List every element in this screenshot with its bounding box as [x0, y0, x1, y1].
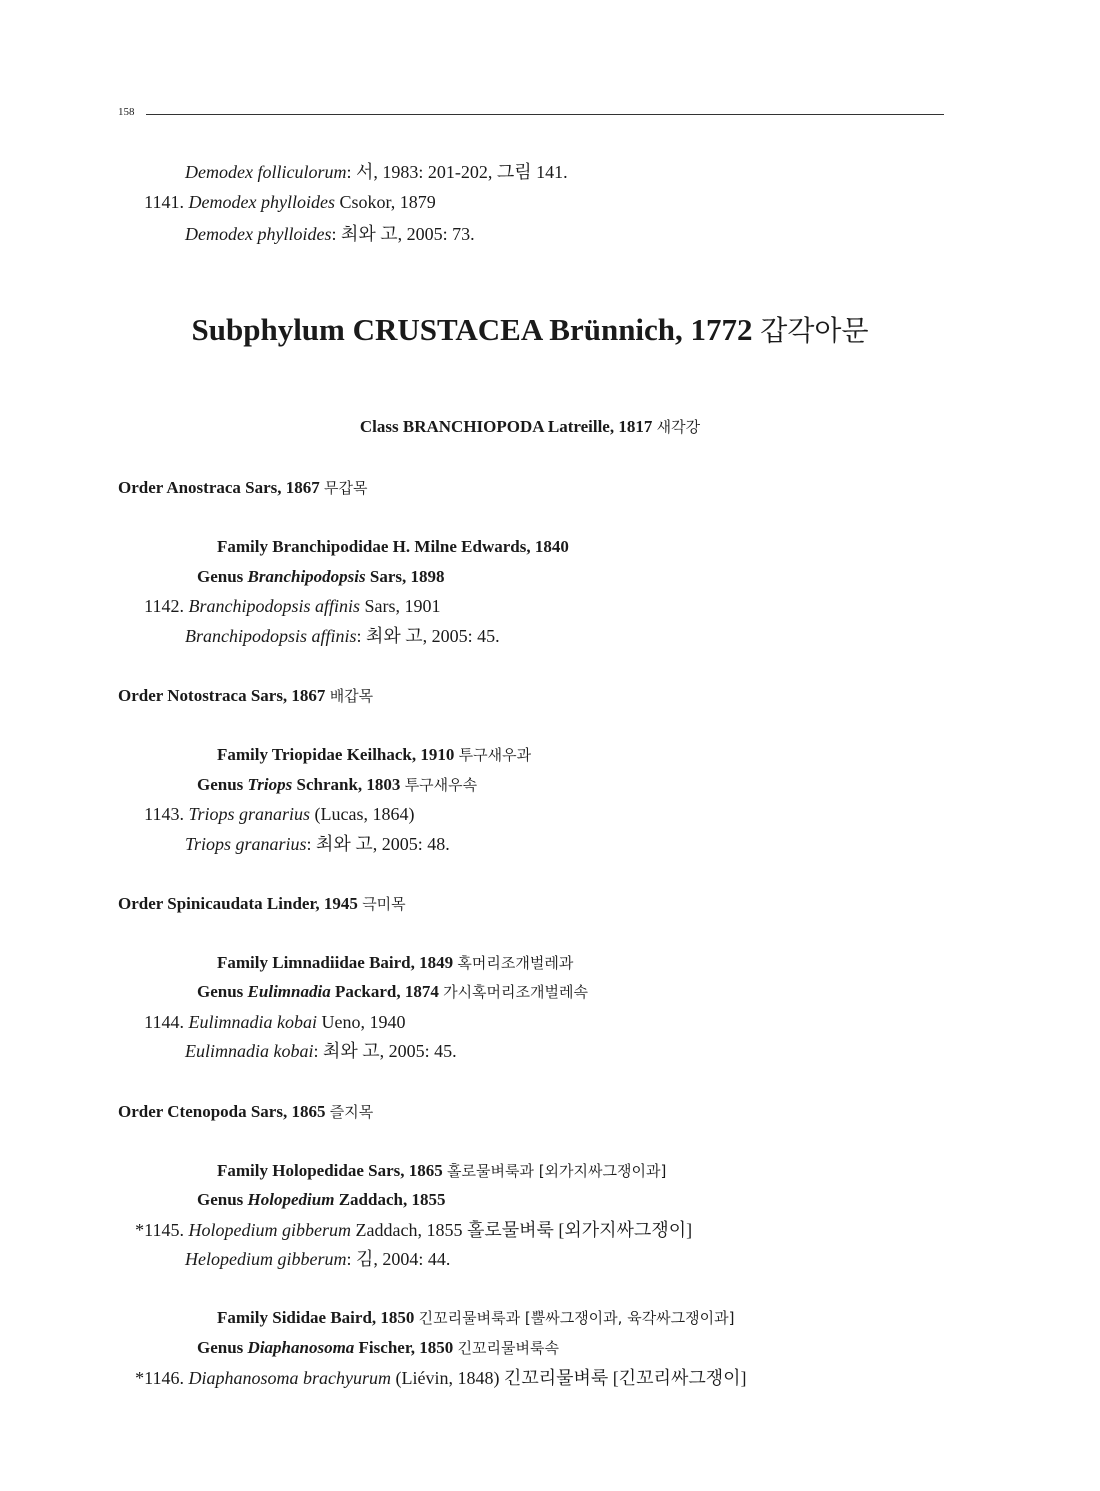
family-heading — [217, 952, 573, 974]
species-name: Demodex phylloides — [185, 224, 332, 244]
order-korean: 극미목 — [362, 895, 406, 913]
family-latin: Family Branchipodidae H. Milne Edwards, 1840 — [217, 537, 569, 556]
species-name: Helopedium gibberum — [185, 1249, 347, 1269]
order-latin: Order Anostraca Sars, 1867 — [118, 478, 320, 497]
reference-text: : 최와 고, 2005: 45. — [313, 1041, 457, 1061]
species-name: Branchipodopsis affinis — [185, 626, 357, 646]
genus-heading — [197, 566, 445, 588]
genus-prefix: Genus — [197, 1190, 248, 1209]
reference-text: : 최와 고, 2005: 45. — [356, 626, 500, 646]
species-name: Diaphanosoma brachyurum — [188, 1368, 391, 1388]
reference-line — [185, 625, 500, 647]
genus-korean: 긴꼬리물벼룩속 — [457, 1339, 559, 1357]
order-heading — [118, 477, 368, 499]
genus-heading — [197, 1337, 559, 1359]
order-korean: 즐지목 — [329, 1103, 374, 1121]
reference-text: : 서, 1983: 201-202, 그림 141. — [346, 162, 568, 182]
genus-name: Eulimnadia — [247, 982, 331, 1001]
species-name: Eulimnadia kobai — [188, 1012, 317, 1032]
order-heading — [118, 893, 406, 915]
reference-text: : 김, 2004: 44. — [346, 1249, 451, 1269]
reference-text: : 최와 고, 2005: 73. — [331, 224, 475, 244]
reference-text: : 최와 고, 2005: 48. — [306, 834, 450, 854]
order-latin: Order Ctenopoda Sars, 1865 — [118, 1102, 326, 1121]
family-latin: Family Holopedidae Sars, 1865 — [217, 1161, 443, 1180]
genus-name: Branchipodopsis — [247, 567, 366, 586]
genus-prefix: Genus — [197, 567, 248, 586]
class-latin: Class BRANCHIOPODA Latreille, 1817 — [359, 417, 653, 436]
genus-korean: 투구새우속 — [404, 776, 478, 794]
species-entry — [118, 595, 441, 617]
family-latin: Family Triopidae Keilhack, 1910 — [217, 745, 455, 764]
species-entry — [118, 803, 415, 825]
reference-line — [185, 161, 568, 183]
entry-number: 1142. — [144, 596, 184, 616]
order-latin: Order Notostraca Sars, 1867 — [118, 686, 326, 705]
species-name: Demodex phylloides — [188, 192, 335, 212]
genus-author: Zaddach, 1855 — [334, 1190, 446, 1209]
genus-prefix: Genus — [197, 775, 248, 794]
family-heading — [217, 744, 531, 766]
reference-line — [185, 1248, 450, 1270]
species-name: Triops granarius — [185, 834, 307, 854]
class-korean: 새각강 — [656, 418, 701, 436]
family-heading — [217, 1307, 734, 1329]
genus-prefix: Genus — [197, 982, 248, 1001]
genus-author: Fischer, 1850 — [354, 1338, 454, 1357]
species-name: Eulimnadia kobai — [185, 1041, 314, 1061]
entry-number: 1144. — [144, 1012, 184, 1032]
entry-number: 1141. — [144, 192, 184, 212]
genus-heading — [197, 981, 588, 1003]
family-latin: Family Limnadiidae Baird, 1849 — [217, 953, 454, 972]
genus-prefix: Genus — [197, 1338, 248, 1357]
entry-number: *1146. — [135, 1368, 184, 1388]
genus-heading — [197, 1189, 445, 1211]
genus-name: Holopedium — [247, 1190, 335, 1209]
genus-author: Sars, 1898 — [365, 567, 445, 586]
family-heading — [217, 536, 569, 558]
reference-line — [185, 833, 450, 855]
class-heading — [0, 416, 1060, 438]
species-entry — [118, 1011, 406, 1033]
subphylum-heading — [0, 310, 1060, 351]
family-heading — [217, 1160, 666, 1182]
species-entry — [118, 1219, 692, 1241]
family-korean: 긴꼬리물벼룩과 [뿔싸그쟁이과, 육각싸그쟁이과] — [418, 1309, 735, 1327]
genus-name: Diaphanosoma — [247, 1338, 355, 1357]
entry-number: 1143. — [144, 804, 184, 824]
reference-line — [185, 1040, 457, 1062]
page-header — [118, 104, 944, 124]
species-author: (Lucas, 1864) — [310, 804, 415, 824]
entry-number: *1145. — [135, 1220, 184, 1240]
header-rule — [146, 114, 944, 115]
order-korean: 배갑목 — [329, 687, 374, 705]
order-heading — [118, 1101, 373, 1123]
order-korean: 무갑목 — [324, 479, 368, 497]
species-entry — [118, 191, 436, 213]
subphylum-korean: 갑각아문 — [760, 314, 869, 347]
genus-author: Schrank, 1803 — [292, 775, 401, 794]
species-name: Demodex folliculorum — [185, 162, 347, 182]
species-entry — [118, 1367, 747, 1389]
subphylum-latin: Subphylum CRUSTACEA Brünnich, 1772 — [191, 312, 753, 347]
family-korean: 투구새우과 — [458, 746, 532, 764]
order-heading — [118, 685, 373, 707]
species-author: Zaddach, 1855 홀로물벼룩 [외가지싸그쟁이] — [350, 1220, 693, 1240]
genus-name: Triops — [247, 775, 293, 794]
genus-korean: 가시혹머리조개벌레속 — [443, 983, 588, 1001]
species-author: Ueno, 1940 — [317, 1012, 406, 1032]
species-author: Sars, 1901 — [360, 596, 441, 616]
family-latin: Family Sididae Baird, 1850 — [217, 1308, 415, 1327]
species-name: Triops granarius — [188, 804, 311, 824]
genus-heading — [197, 774, 477, 796]
reference-line — [185, 223, 475, 245]
species-name: Branchipodopsis affinis — [188, 596, 361, 616]
order-latin: Order Spinicaudata Linder, 1945 — [118, 894, 358, 913]
family-korean: 혹머리조개벌레과 — [457, 954, 574, 972]
page-number: 158 — [118, 106, 135, 118]
species-author: Csokor, 1879 — [334, 192, 436, 212]
species-author: (Liévin, 1848) 긴꼬리물벼룩 [긴꼬리싸그쟁이] — [391, 1368, 747, 1388]
family-korean: 홀로물벼룩과 [외가지싸그쟁이과] — [446, 1162, 667, 1180]
genus-author: Packard, 1874 — [330, 982, 439, 1001]
species-name: Holopedium gibberum — [188, 1220, 351, 1240]
